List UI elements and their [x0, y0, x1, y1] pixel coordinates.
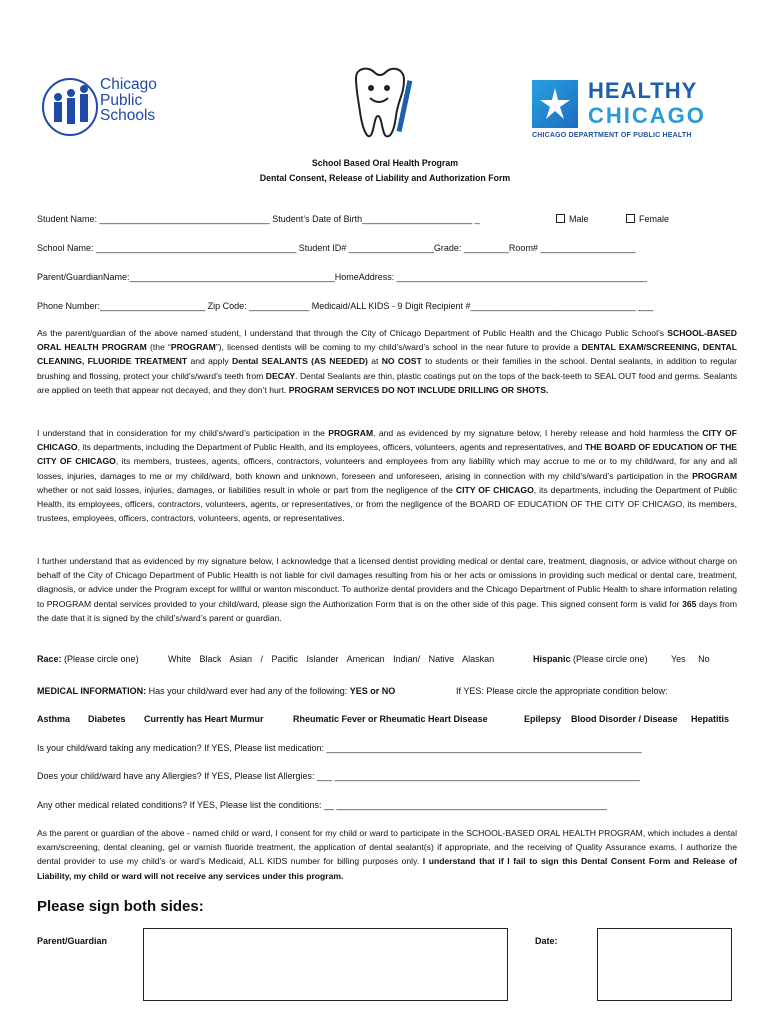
- male-option[interactable]: [556, 214, 589, 224]
- healthy-chicago-logo: [532, 78, 722, 142]
- condition-hepatitis[interactable]: Hepatitis: [691, 714, 730, 724]
- medical-label: MEDICAL INFORMATION:: [37, 686, 147, 696]
- condition-asthma[interactable]: Asthma: [37, 714, 71, 724]
- date-box[interactable]: [597, 928, 732, 1001]
- chicago-text: CHICAGO: [588, 103, 706, 128]
- condition-epilepsy[interactable]: Epilepsy: [524, 714, 562, 724]
- if-yes-text: If YES: Please circle the appropriate condition below:: [456, 686, 668, 696]
- cps-figures-icon: [40, 75, 100, 139]
- department-text: CHICAGO DEPARTMENT OF PUBLIC HEALTH: [532, 132, 692, 139]
- form-title-1: School Based Oral Health Program: [311, 158, 459, 168]
- race-options[interactable]: White Black Asian / Pacific Islander American Indian/ Native Alaskan: [168, 654, 495, 664]
- cps-text-1: Chicago: [100, 76, 157, 93]
- sign-heading: Please sign both sides:: [37, 898, 204, 915]
- parent-signature-box[interactable]: [143, 928, 508, 1001]
- star-icon: [532, 80, 578, 128]
- paragraph-program: As the parent/guardian of the above named student, I understand that through the City of Chicago Department of Public Health and the Chicago Public School’s SCHOOL-BASED ORAL HEALTH PROGRAM (the “PROGRAM”), licensed dentists will be coming to my child’s/ward’s school in the near future to provide a DENTAL EXAM/SCREENING, DENTAL CLEANING, FLUORIDE TREATMENT and apply Dental SEALANTS (AS NEEDED) at NO COST to students or their families in the school. Dental sealants, in addition to regular brushing and flossing, protect your child’s/ward’s teeth from DECAY. Dental Sealants are thin, plastic coatings put on the tops of the back-teeth to SEAL OUT food and germs. Sealants are applied on teeth that appear not decayed, and they don’t hurt. PROGRAM SERVICES DO NOT INCLUDE DRILLING OR SHOTS.: [37, 328, 737, 395]
- paragraph-consent: As the parent or guardian of the above - named child or ward, I consent for my child or ward to participate in the SCHOOL-BASED ORAL HEALTH PROGRAM, which includes a dental exam/screening, dental cleaning, gel or varnish fluoride treatment, the application of dental sealant(s) if appropriate, and the receiving of Quality Assurance exams. I authorize the dental provider to use my child’s or ward’s Medicaid, ALL KIDS number for billing purposes only. I understand that if I fail to sign this Dental Consent Form and Release of Liability, my child or ward will not receive any services under this program.: [37, 828, 737, 881]
- date-label: Date:: [535, 936, 558, 946]
- parent-line[interactable]: Parent/GuardianName:_________________________________________HomeAddress: __________________________________________________: [37, 272, 648, 282]
- medical-question: Has your child/ward ever had any of the following:: [148, 686, 348, 696]
- cps-text-2: Public: [100, 91, 143, 109]
- male-checkbox-icon[interactable]: [556, 214, 565, 223]
- parent-guardian-label: Parent/Guardian: [37, 936, 108, 946]
- student-name-line[interactable]: Student Name: __________________________________ Student’s Date of Birth______________________ _: [37, 214, 480, 224]
- cps-logo: [40, 75, 190, 139]
- hispanic-yes-no[interactable]: Yes No: [671, 654, 710, 664]
- school-name-line[interactable]: School Name: ________________________________________ Student ID# _________________Grade: _________Room# ___________________: [37, 243, 636, 253]
- paragraph-acknowledge: I further understand that as evidenced by my signature below, I acknowledge that a licensed dentist providing medical or dental care, treatment, diagnosis, or advice without charge on behalf of the City of Chicago Department of Public Health is not liable for civil damages resulting from his or her acts or omissions in providing such medical or dental care, treatment, diagnosis, or advice under the Program except for willful or wanton misconduct. To authorize dental providers and the Chicago Department of Public Health to share information relating to PROGRAM dental services provided to your child/ward, please sign the Authorization Form that is on the other side of this page. This signed consent form is valid for 365 days from the date that it is signed by the child’s/ward’s parent or guardian.: [37, 556, 737, 623]
- race-hint: (Please circle one): [64, 654, 139, 664]
- yes-or-no[interactable]: YES or NO: [349, 686, 396, 696]
- condition-diabetes[interactable]: Diabetes: [88, 714, 126, 724]
- hispanic-label: Hispanic: [533, 654, 571, 664]
- medical-row: [37, 686, 395, 696]
- phone-line[interactable]: Phone Number:_____________________ Zip Code: ____________ Medicaid/ALL KIDS - 9 Digit Recipient #_________________________________ ___: [37, 301, 654, 311]
- hispanic-hint: (Please circle one): [573, 654, 648, 664]
- race-row: [37, 654, 139, 664]
- condition-rheumatic[interactable]: Rheumatic Fever or Rheumatic Heart Disease: [293, 714, 488, 724]
- condition-blood-disorder[interactable]: Blood Disorder / Disease: [571, 714, 678, 724]
- cps-text-3: Schools: [100, 107, 156, 124]
- condition-heart-murmur[interactable]: Currently has Heart Murmur: [144, 714, 264, 724]
- hispanic-row: [533, 654, 648, 664]
- other-conditions-line[interactable]: Any other medical related conditions? If YES, Please list the conditions: __ ______________________________________________________: [37, 800, 607, 810]
- race-label: Race:: [37, 654, 62, 664]
- allergies-line[interactable]: Does your child/ward have any Allergies? If YES, Please list Allergies: ___ _____________________________________________________________: [37, 771, 640, 781]
- tooth-logo: [346, 66, 416, 142]
- male-label: Male: [569, 214, 589, 224]
- female-label: Female: [639, 214, 670, 224]
- paragraph-release: I understand that in consideration for my child’s/ward’s participation in the PROGRAM, and as evidenced by my signature below, I hereby release and hold harmless the CITY OF CHICAGO, its departments, including the Department of Public Health, and its employees, officers, volunteers, agents and representatives, and THE BOARD OF EDUCATION OF THE CITY OF CHICAGO, its members, trustees, agents, officers, contractors, volunteers and employees from any liability which may accrue to me or to my child/ward, for any and all losses, injuries, damages to me or my child/ward, both known and unknown, foreseen and unforeseen, arising in connection with my child’s/ward’s participation in the PROGRAM whether or not said losses, injuries, damages, or liabilities result in whole or part from the negligence of the CITY OF CHICAGO, its departments, including the Department of Public Health, its employees, officers, contractors, volunteers, agents, or representatives, or from the negligence of the BOARD OF EDUCATION OF THE CITY OF CHICAGO, its members, trustees, employees, officers, contractors, volunteers, agents, or representatives.: [37, 428, 738, 524]
- female-option[interactable]: [626, 214, 669, 224]
- medication-line[interactable]: Is your child/ward taking any medication? If YES, Please list medication: _______________________________________________________________: [37, 743, 642, 753]
- healthy-text: HEALTHY: [588, 78, 698, 103]
- female-checkbox-icon[interactable]: [626, 214, 635, 223]
- form-title-2: Dental Consent, Release of Liability and Authorization Form: [259, 173, 511, 183]
- tooth-icon: [346, 66, 416, 142]
